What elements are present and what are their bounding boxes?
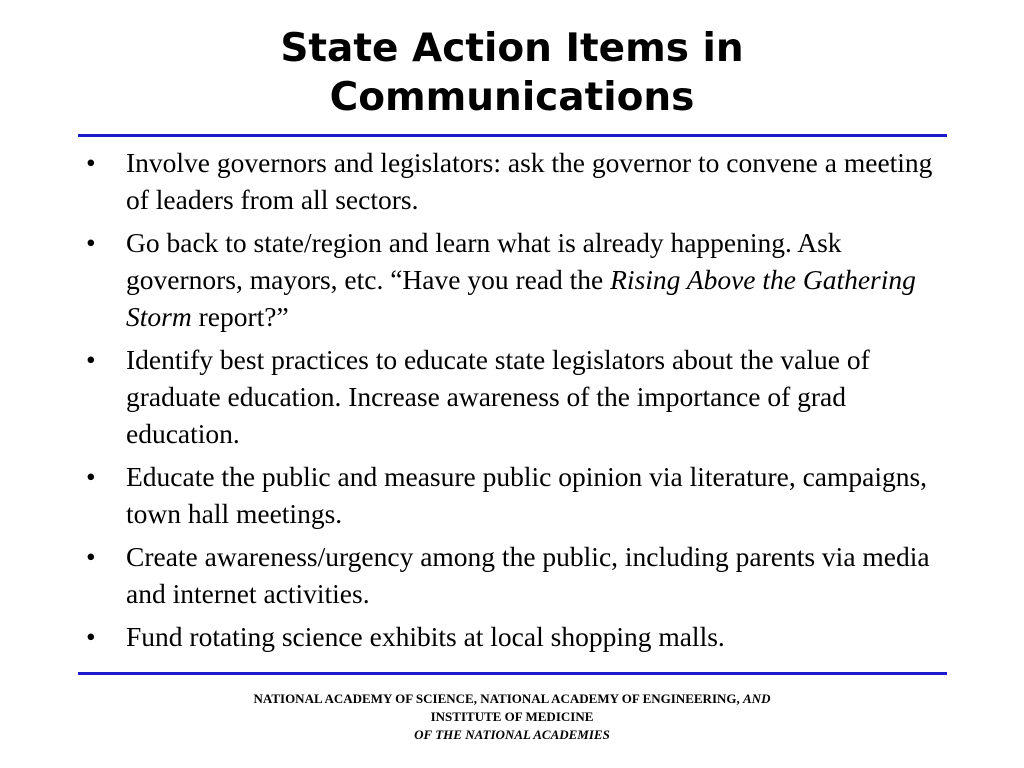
bullet-text: Involve governors and legislators: ask the governor to convene a meeting of leaders from all sectors. [126,147,933,215]
footer-line-2: INSTITUTE OF MEDICINE [430,709,594,724]
bullet-text: Fund rotating science exhibits at local shopping malls. [126,621,725,652]
bullet-item-best-practices [86,341,946,452]
top-divider [78,134,947,137]
bullet-item-governors [86,144,946,218]
bullet-text-post: report?” [191,301,289,332]
bullet-item-science-exhibits [86,618,946,655]
bullet-text: Identify best practices to educate state legislators about the value of graduate education. Increase awareness of the importance of grad education. [126,344,870,449]
bullet-icon: • [86,461,96,492]
bullet-item-educate-public [86,458,946,532]
bullet-text: Create awareness/urgency among the public, including parents via media and internet activities. [126,541,930,609]
bullet-icon: • [86,227,96,258]
bullet-text: Educate the public and measure public opinion via literature, campaigns, town hall meetings. [126,461,928,529]
bullet-icon: • [86,541,96,572]
footer-line-3: OF THE NATIONAL ACADEMIES [414,727,610,742]
bullet-item-state-region [86,224,946,335]
slide-title [0,24,1024,122]
footer-line-1 [0,690,1024,708]
bullet-item-awareness [86,538,946,612]
footer-academies: NATIONAL ACADEMY OF SCIENCE, NATIONAL ACADEMY OF ENGINEERING, [253,691,744,706]
report-title: Rising Above the Gathering Storm [126,264,916,332]
bullet-text-pre: Go back to state/region and learn what is already happening. Ask governors, mayors, etc. “Have you read the [126,227,842,295]
bullet-icon: • [86,344,96,375]
bullet-icon: • [86,621,96,652]
bullet-list [86,144,946,661]
bullet-icon: • [86,147,96,178]
title-line-2: Communications [329,75,695,120]
footer-and: AND [743,691,771,706]
title-line-1: State Action Items in [280,26,744,71]
bottom-divider [78,672,947,675]
footer [0,690,1024,744]
